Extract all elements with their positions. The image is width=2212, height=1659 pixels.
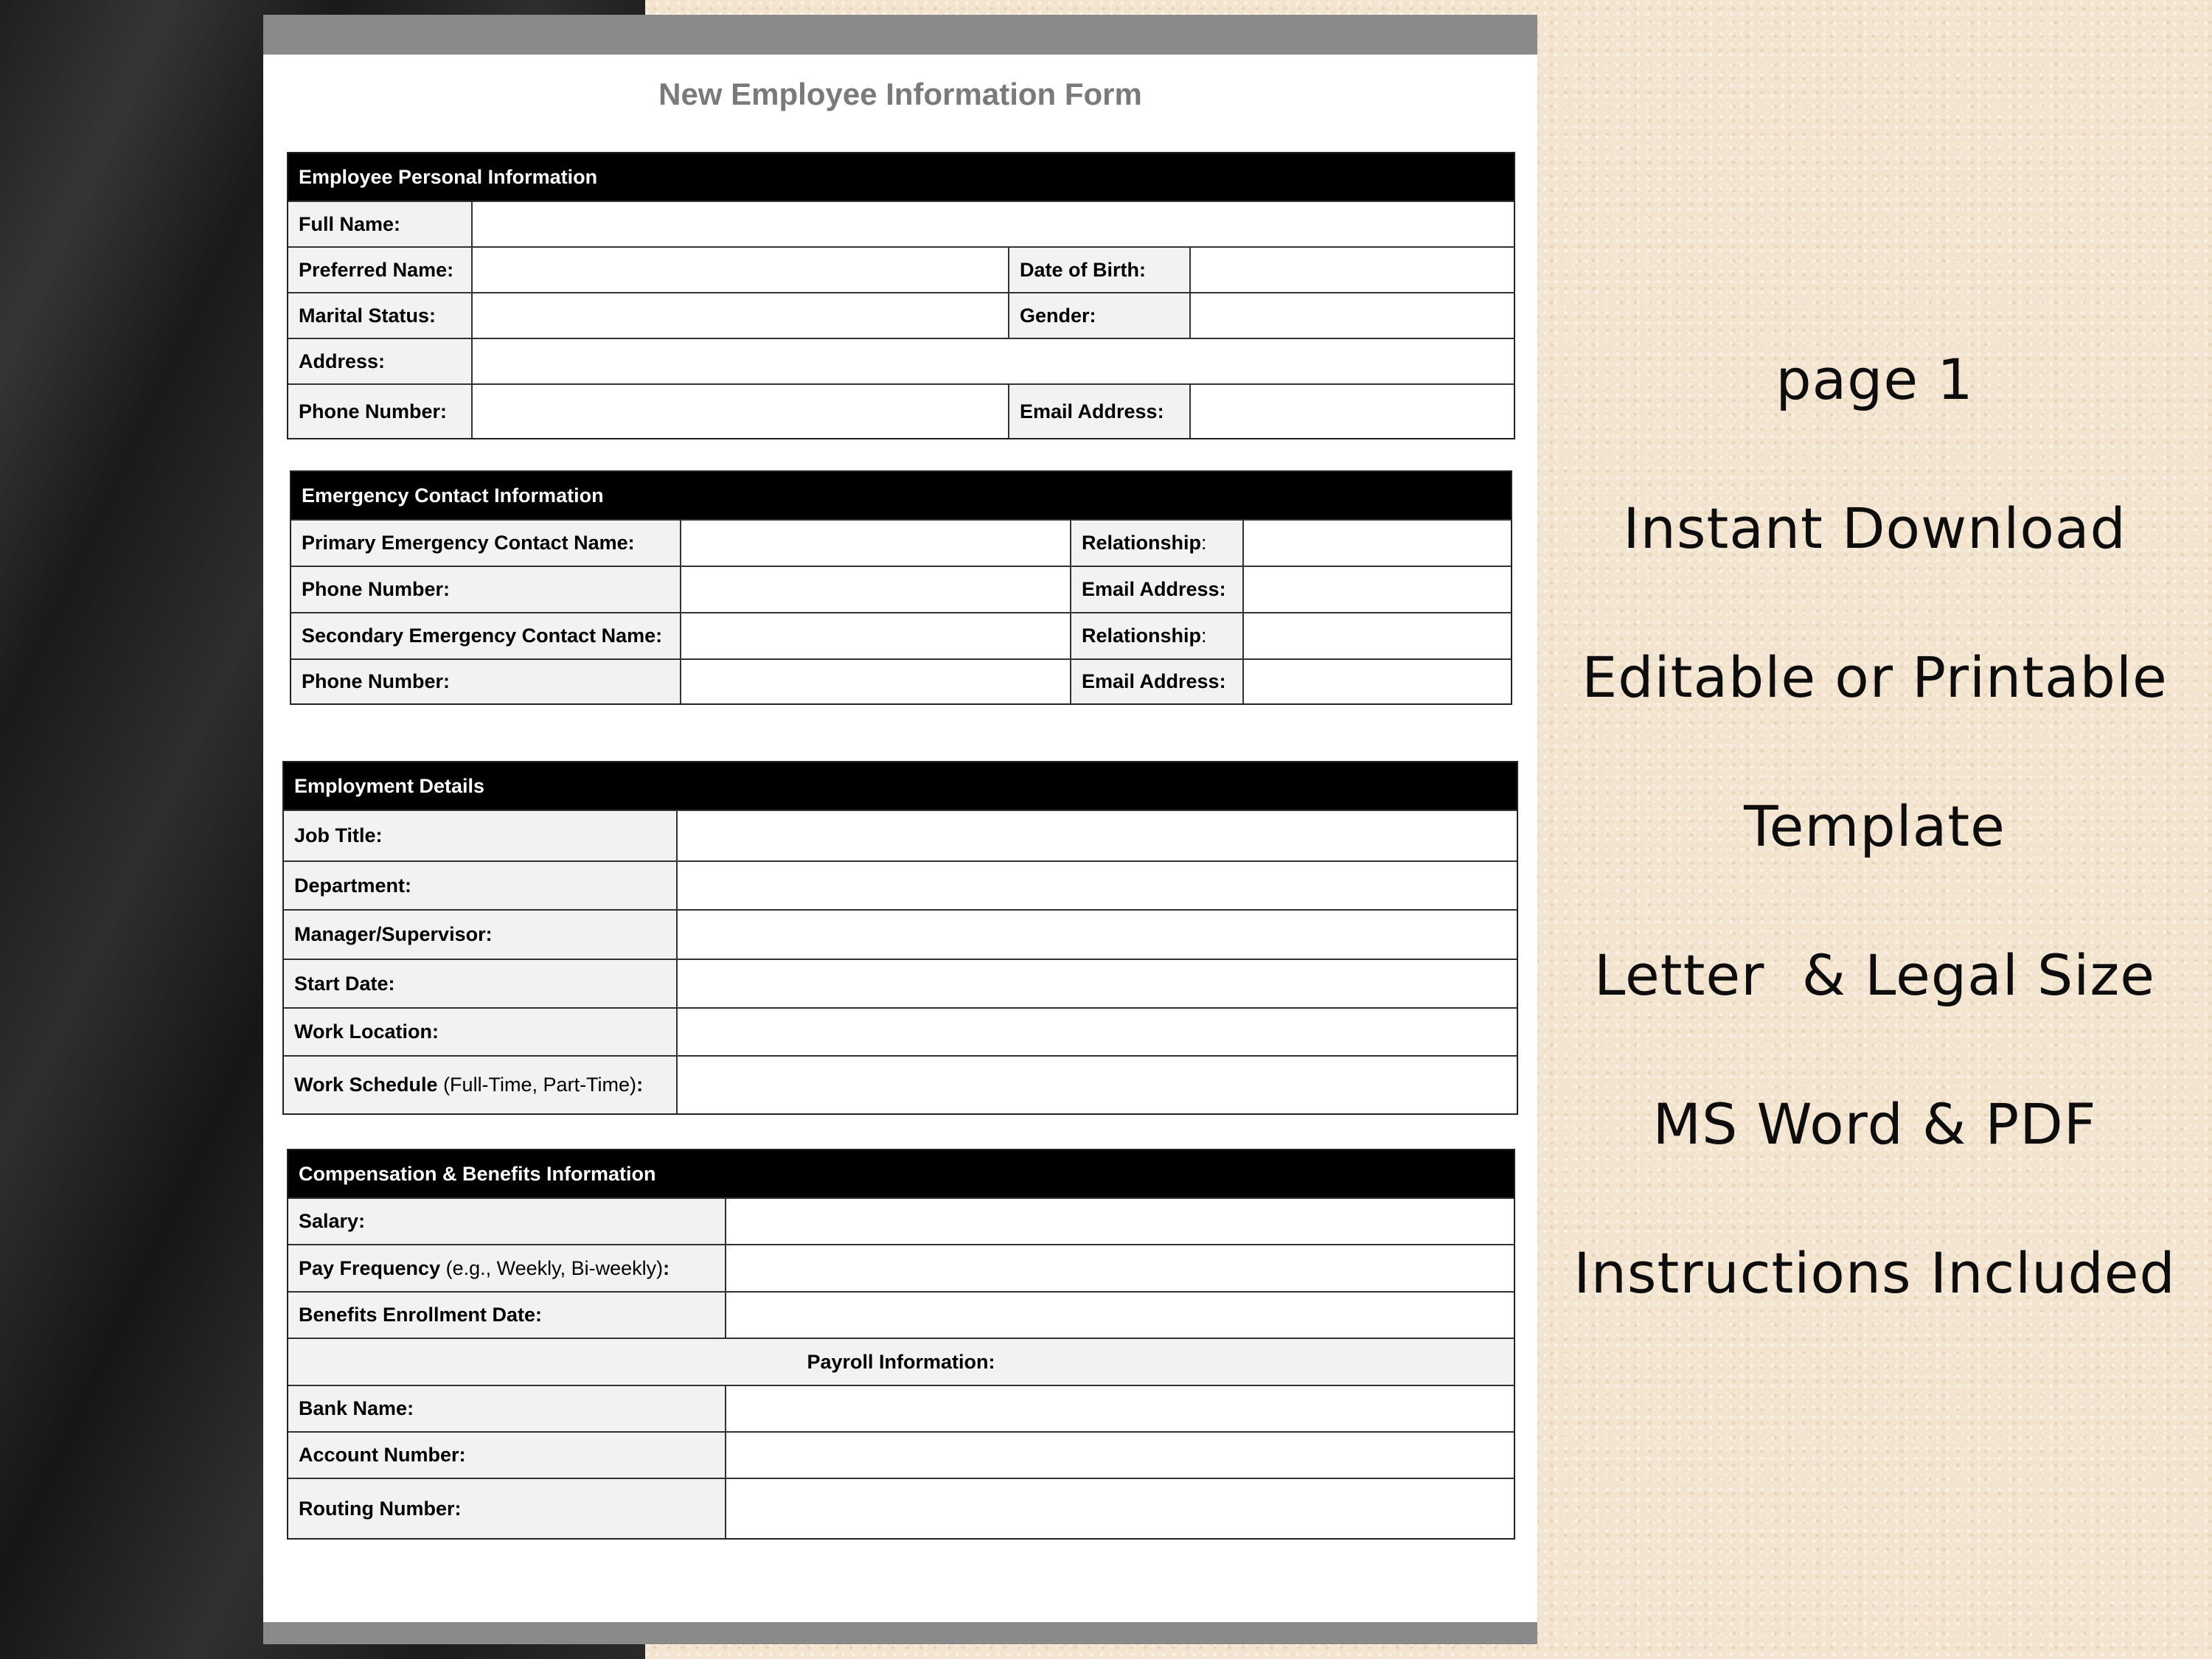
work-schedule-field[interactable]	[678, 1057, 1517, 1113]
promo-line-page: page 1	[1775, 347, 1974, 412]
section-header: Emergency Contact Information	[291, 472, 1511, 519]
manager-supervisor-label: Manager/Supervisor:	[284, 911, 678, 959]
table-row	[288, 1244, 1514, 1291]
secondary-contact-name-field[interactable]	[681, 613, 1071, 658]
table-row	[288, 246, 1514, 292]
work-location-field[interactable]	[678, 1009, 1517, 1055]
date-of-birth-field[interactable]	[1191, 248, 1514, 292]
promo-line-formats: MS Word & PDF	[1652, 1091, 2097, 1157]
address-label: Address:	[288, 339, 473, 383]
routing-number-field[interactable]	[726, 1479, 1514, 1538]
primary-relationship-field[interactable]	[1244, 521, 1511, 566]
section-header: Employee Personal Information	[288, 153, 1514, 201]
gender-label: Gender:	[1009, 293, 1191, 338]
start-date-field[interactable]	[678, 960, 1517, 1007]
email-address-label: Email Address:	[1009, 385, 1191, 438]
department-field[interactable]	[678, 862, 1517, 909]
pay-frequency-label: Pay Frequency (e.g., Weekly, Bi-weekly) :	[288, 1245, 726, 1291]
personal-info-section	[287, 152, 1515, 439]
primary-contact-name-field[interactable]	[681, 521, 1071, 566]
table-row	[288, 1291, 1514, 1338]
job-title-label: Job Title:	[284, 811, 678, 860]
table-row	[288, 383, 1514, 438]
secondary-phone-label: Phone Number:	[291, 660, 681, 703]
table-row	[284, 1055, 1517, 1113]
full-name-field[interactable]	[473, 202, 1514, 246]
primary-relationship-label: Relationship :	[1071, 521, 1244, 566]
start-date-label: Start Date:	[284, 960, 678, 1007]
promo-line-editable: Editable or Printable	[1582, 644, 2168, 710]
marital-status-field[interactable]	[473, 293, 1009, 338]
primary-phone-label: Phone Number:	[291, 567, 681, 612]
marital-status-label: Marital Status:	[288, 293, 473, 338]
table-row	[288, 1478, 1514, 1538]
payroll-information-subheader: Payroll Information:	[288, 1339, 1514, 1385]
routing-number-label: Routing Number:	[288, 1479, 726, 1538]
salary-field[interactable]	[726, 1199, 1514, 1244]
secondary-contact-name-label: Secondary Emergency Contact Name:	[291, 613, 681, 658]
promo-line-instant-download: Instant Download	[1623, 495, 2126, 561]
secondary-relationship-field[interactable]	[1244, 613, 1511, 658]
manager-supervisor-field[interactable]	[678, 911, 1517, 959]
address-field[interactable]	[473, 339, 1514, 383]
full-name-label: Full Name:	[288, 202, 473, 246]
employment-details-section	[282, 761, 1518, 1115]
sheet-bottom-bar	[263, 1622, 1537, 1644]
email-address-field[interactable]	[1191, 385, 1514, 438]
work-schedule-label: Work Schedule (Full-Time, Part-Time) :	[284, 1057, 678, 1113]
table-row	[288, 201, 1514, 246]
promo-text-panel	[1537, 0, 2212, 1659]
secondary-relationship-label: Relationship :	[1071, 613, 1244, 658]
table-row	[288, 1197, 1514, 1244]
primary-contact-name-label: Primary Emergency Contact Name:	[291, 521, 681, 566]
table-row	[284, 959, 1517, 1007]
secondary-email-field[interactable]	[1244, 660, 1511, 703]
department-label: Department:	[284, 862, 678, 909]
bank-name-field[interactable]	[726, 1386, 1514, 1431]
promo-line-template: Template	[1744, 793, 2006, 859]
table-row	[288, 1431, 1514, 1478]
secondary-phone-field[interactable]	[681, 660, 1071, 703]
primary-email-label: Email Address:	[1071, 567, 1244, 612]
table-row	[284, 810, 1517, 860]
primary-email-field[interactable]	[1244, 567, 1511, 612]
job-title-field[interactable]	[678, 811, 1517, 860]
pay-frequency-field[interactable]	[726, 1245, 1514, 1291]
preferred-name-label: Preferred Name:	[288, 248, 473, 292]
work-location-label: Work Location:	[284, 1009, 678, 1055]
promo-line-sizes: Letter & Legal Size	[1594, 942, 2155, 1008]
secondary-email-label: Email Address:	[1071, 660, 1244, 703]
date-of-birth-label: Date of Birth:	[1009, 248, 1191, 292]
sheet-top-bar	[263, 15, 1537, 55]
table-row	[288, 338, 1514, 383]
table-row	[291, 519, 1511, 566]
salary-label: Salary:	[288, 1199, 726, 1244]
preferred-name-field[interactable]	[473, 248, 1009, 292]
table-row	[291, 658, 1511, 703]
benefits-enrollment-date-label: Benefits Enrollment Date:	[288, 1293, 726, 1338]
table-row	[288, 292, 1514, 338]
table-row	[288, 1338, 1514, 1385]
page-title: New Employee Information Form	[658, 77, 1142, 111]
table-row	[291, 566, 1511, 612]
phone-number-label: Phone Number:	[288, 385, 473, 438]
form-document-sheet	[263, 15, 1537, 1644]
phone-number-field[interactable]	[473, 385, 1009, 438]
benefits-enrollment-date-field[interactable]	[726, 1293, 1514, 1338]
compensation-benefits-section	[287, 1149, 1515, 1540]
bank-name-label: Bank Name:	[288, 1386, 726, 1431]
primary-phone-field[interactable]	[681, 567, 1071, 612]
emergency-contact-section	[290, 470, 1512, 705]
section-header: Compensation & Benefits Information	[288, 1150, 1514, 1197]
table-row	[288, 1385, 1514, 1431]
section-header: Employment Details	[284, 762, 1517, 810]
table-row	[284, 860, 1517, 909]
table-row	[284, 909, 1517, 959]
promo-line-instructions: Instructions Included	[1573, 1240, 2176, 1306]
account-number-field[interactable]	[726, 1433, 1514, 1478]
gender-field[interactable]	[1191, 293, 1514, 338]
account-number-label: Account Number:	[288, 1433, 726, 1478]
table-row	[284, 1007, 1517, 1055]
table-row	[291, 612, 1511, 658]
